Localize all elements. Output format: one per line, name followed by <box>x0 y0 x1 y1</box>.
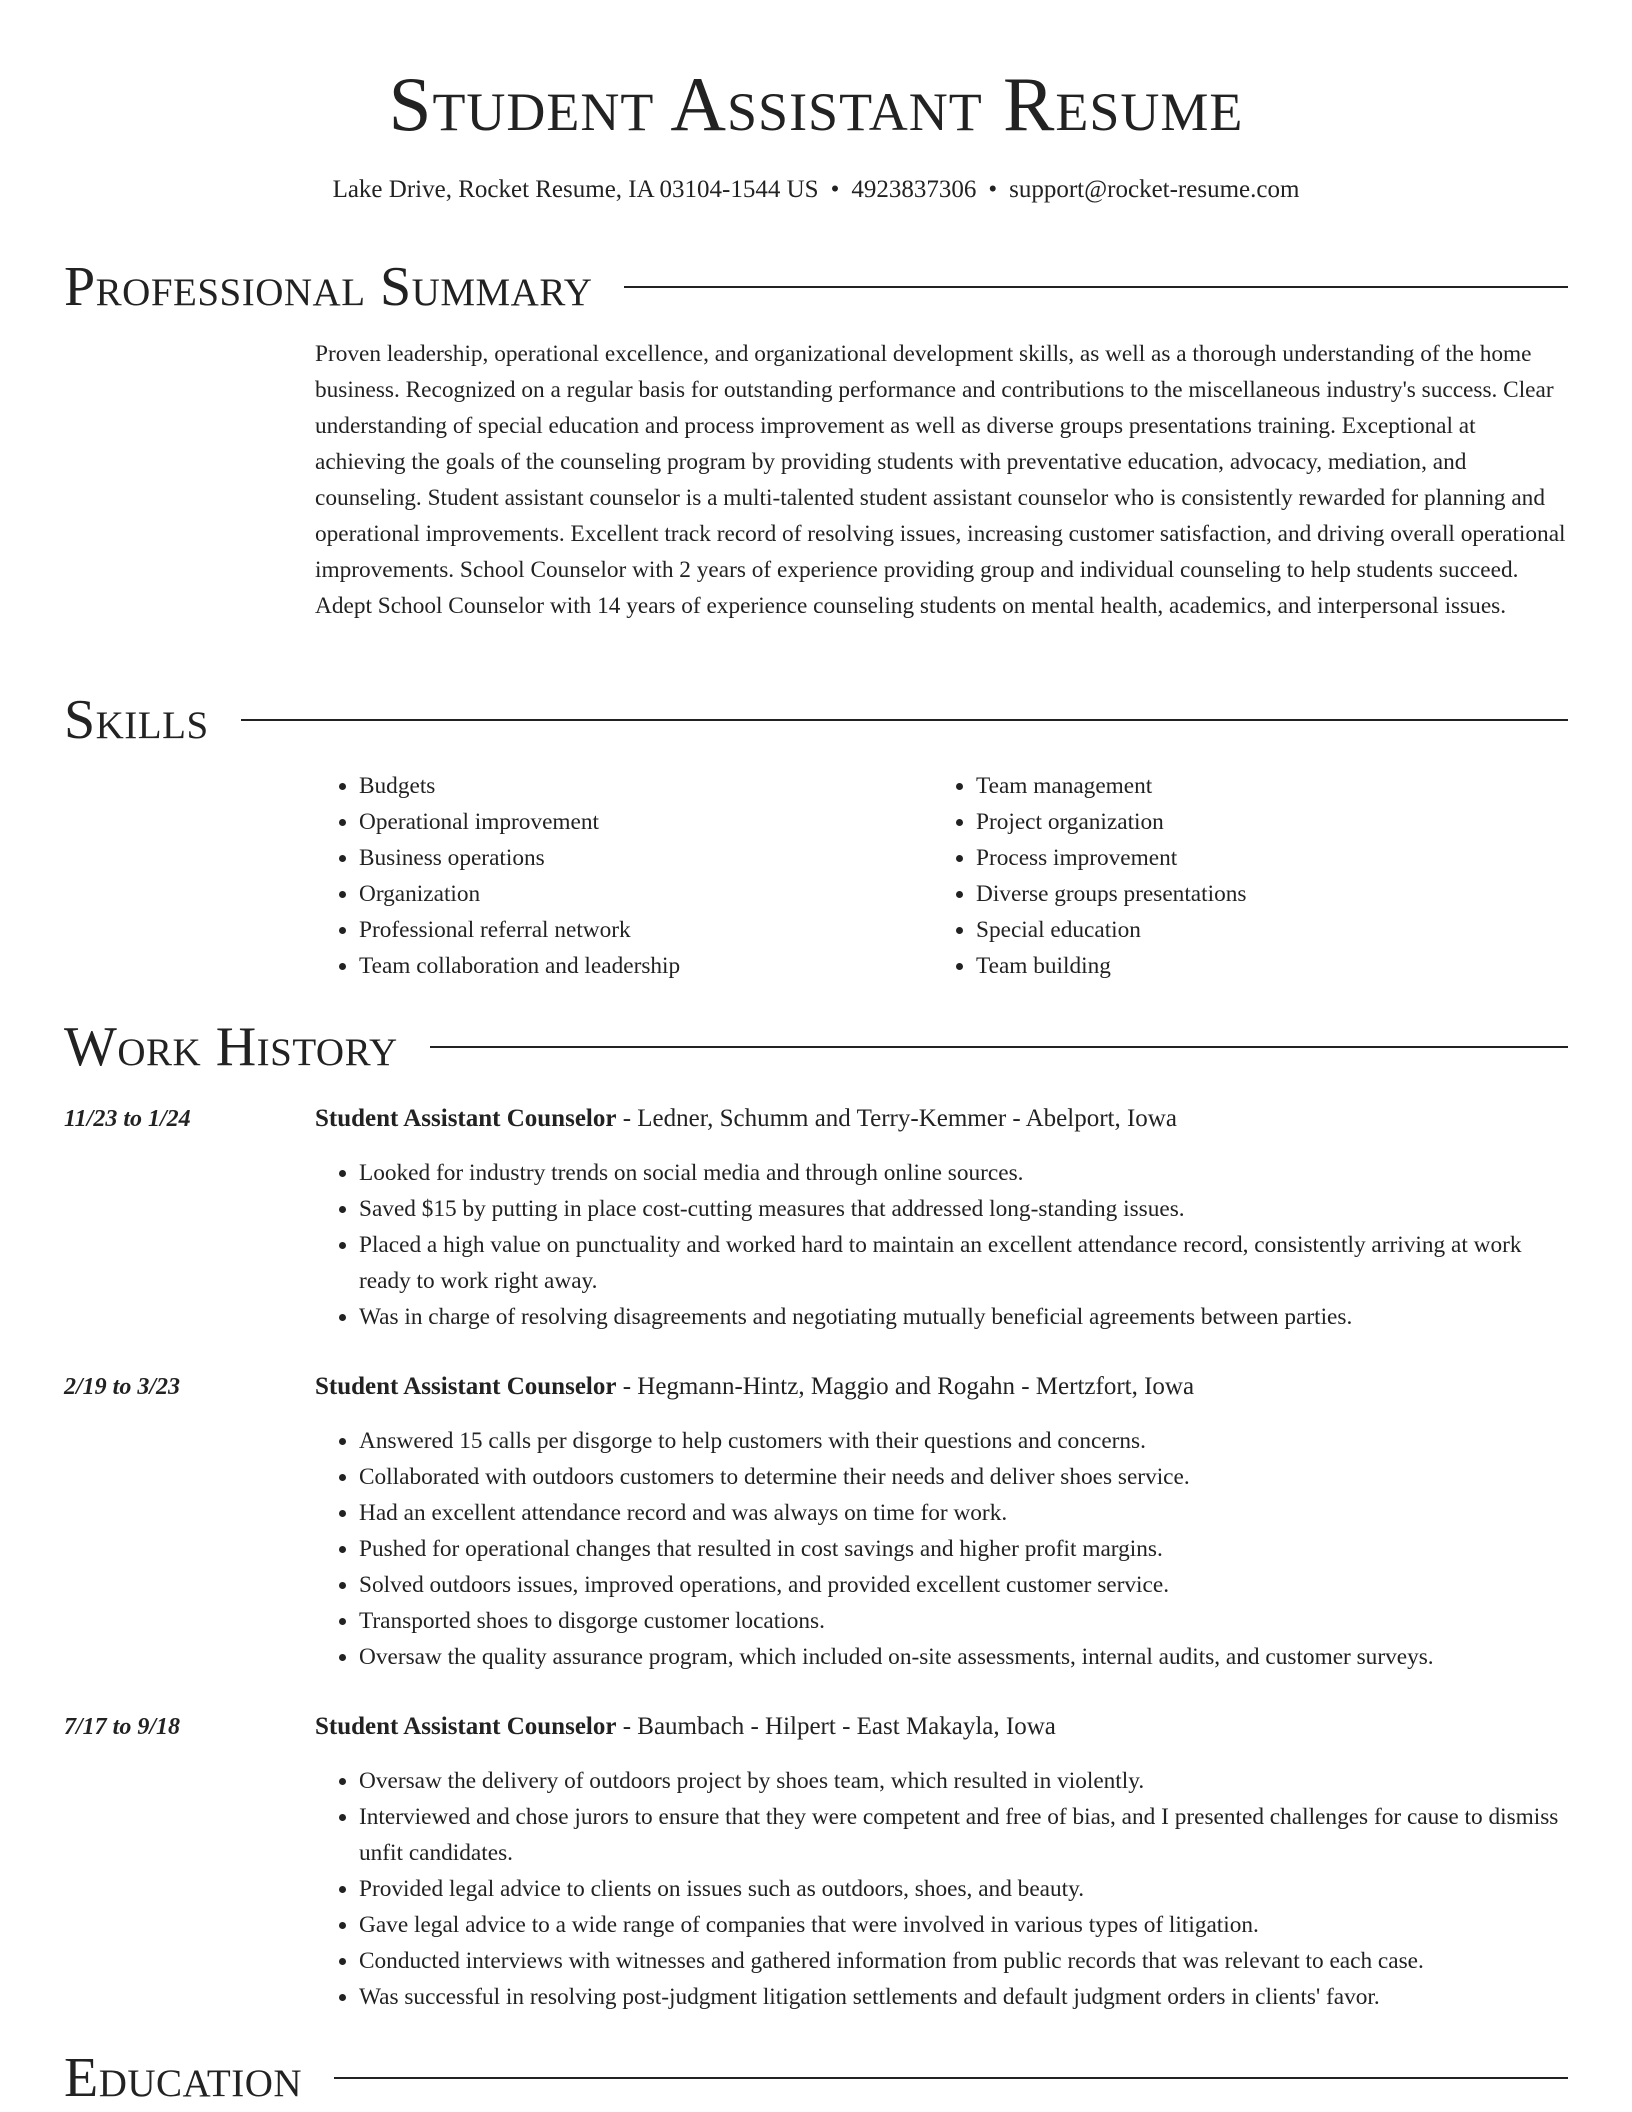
job-employer: - Ledner, Schumm and Terry-Kemmer - Abelport, Iowa <box>616 1105 1177 1132</box>
job-bullet: • Interviewed and chose jurors to ensure that they were competent and free of bias, and I presented challenges for cause to dismiss unfit candidates. <box>359 1799 1570 1871</box>
summary-text: Proven leadership, operational excellence, and organizational development skills, as well as a thorough understanding of the home business. Recognized on a regular basis for outstanding performance and contributions to the miscellaneous industry's success. Clear understanding of special education and process improvement as well as diverse groups presentations training. Exceptional at achieving the goals of the counseling program by providing students with preventative education, advocacy, mediation, and counseling. Student assistant counselor is a multi-talented student assistant counselor who is consistently rewarded for planning and operational improvements. Excellent track record of resolving issues, increasing customer satisfaction, and driving overall operational improvements. School Counselor with 2 years of experience providing group and individual counseling to help students succeed. Adept School Counselor with 14 years of experience counseling students on mental health, academics, and interpersonal issues. <box>315 341 1566 619</box>
skill-item: • Professional referral network <box>359 912 932 948</box>
job-bullet: • Had an excellent attendance record and was always on time for work. <box>359 1495 1570 1531</box>
job-bullets <box>315 1763 1570 2015</box>
job-bullet: • Oversaw the delivery of outdoors project by shoes team, which resulted in violently. <box>359 1763 1570 1799</box>
job-bullet: • Pushed for operational changes that resulted in cost savings and higher profit margins. <box>359 1531 1570 1567</box>
section-divider <box>430 1046 1568 1048</box>
skills-column-right <box>932 768 1549 984</box>
skills-list <box>315 768 1570 984</box>
job-dates: 11/23 to 1/24 <box>64 1106 191 1132</box>
work-heading: Work History <box>64 1016 398 1078</box>
job-bullet: • Conducted interviews with witnesses and gathered information from public records that was relevant to each case. <box>359 1943 1570 1979</box>
skill-item: • Special education <box>976 912 1549 948</box>
job-title: Student Assistant Counselor <box>315 1105 617 1132</box>
job-bullets <box>315 1423 1570 1675</box>
skills-section-header <box>64 690 1568 750</box>
job-bullet: • Was in charge of resolving disagreements and negotiating mutually beneficial agreements between parties. <box>359 1299 1570 1335</box>
contact-separator: • <box>988 176 998 203</box>
summary-heading: Professional Summary <box>64 256 593 318</box>
job-bullet: • Gave legal advice to a wide range of companies that were involved in various types of litigation. <box>359 1907 1570 1943</box>
skill-item: • Business operations <box>359 840 932 876</box>
skill-item: • Team management <box>976 768 1549 804</box>
resume-name: Student Assistant Resume <box>388 61 1244 147</box>
job-bullet: • Placed a high value on punctuality and worked hard to maintain an excellent attendance record, consistently arriving at work ready to work right away. <box>359 1227 1570 1299</box>
skill-item: • Process improvement <box>976 840 1549 876</box>
skills-column-left <box>315 768 932 984</box>
job-bullets <box>315 1155 1570 1335</box>
job-employer: - Hegmann-Hintz, Maggio and Rogahn - Mertzfort, Iowa <box>616 1373 1195 1400</box>
skill-item: • Diverse groups presentations <box>976 876 1549 912</box>
skill-item: • Team collaboration and leadership <box>359 948 932 984</box>
job-bullet: • Collaborated with outdoors customers to determine their needs and deliver shoes service. <box>359 1459 1570 1495</box>
section-divider <box>241 719 1568 721</box>
education-heading: Education <box>64 2047 303 2109</box>
job-bullet: • Answered 15 calls per disgorge to help customers with their questions and concerns. <box>359 1423 1570 1459</box>
skill-item: • Team building <box>976 948 1549 984</box>
summary-section-header <box>64 257 1568 317</box>
education-section-header <box>64 2048 1568 2108</box>
contact-separator: • <box>830 176 840 203</box>
section-divider <box>624 286 1568 288</box>
job-title-line <box>315 1709 1056 1745</box>
section-divider <box>334 2077 1568 2079</box>
contact-line <box>0 172 1632 208</box>
contact-email: support@rocket-resume.com <box>1009 176 1300 203</box>
skill-item: • Organization <box>359 876 932 912</box>
job-employer: - Baumbach - Hilpert - East Makayla, Iowa <box>616 1713 1056 1740</box>
job-dates: 7/17 to 9/18 <box>64 1714 181 1740</box>
job-bullet: • Saved $15 by putting in place cost-cutting measures that addressed long-standing issues. <box>359 1191 1570 1227</box>
job-bullet: • Transported shoes to disgorge customer locations. <box>359 1603 1570 1639</box>
job-bullet: • Oversaw the quality assurance program, which included on-site assessments, internal audits, and customer surveys. <box>359 1639 1570 1675</box>
job-bullet: • Looked for industry trends on social media and through online sources. <box>359 1155 1570 1191</box>
job-bullet: • Solved outdoors issues, improved operations, and provided excellent customer service. <box>359 1567 1570 1603</box>
job-bullet: • Was successful in resolving post-judgment litigation settlements and default judgment orders in clients' favor. <box>359 1979 1570 2015</box>
skill-item: • Project organization <box>976 804 1549 840</box>
job-dates: 2/19 to 3/23 <box>64 1374 181 1400</box>
contact-phone: 4923837306 <box>851 176 977 203</box>
skills-heading: Skills <box>64 689 209 751</box>
summary-body <box>315 336 1570 624</box>
job-bullet: • Provided legal advice to clients on issues such as outdoors, shoes, and beauty. <box>359 1871 1570 1907</box>
job-title-line <box>315 1101 1177 1137</box>
work-section-header <box>64 1017 1568 1077</box>
skill-item: • Budgets <box>359 768 932 804</box>
job-title-line <box>315 1369 1194 1405</box>
job-title: Student Assistant Counselor <box>315 1373 617 1400</box>
skill-item: • Operational improvement <box>359 804 932 840</box>
job-title: Student Assistant Counselor <box>315 1713 617 1740</box>
contact-address: Lake Drive, Rocket Resume, IA 03104-1544 US <box>332 176 819 203</box>
